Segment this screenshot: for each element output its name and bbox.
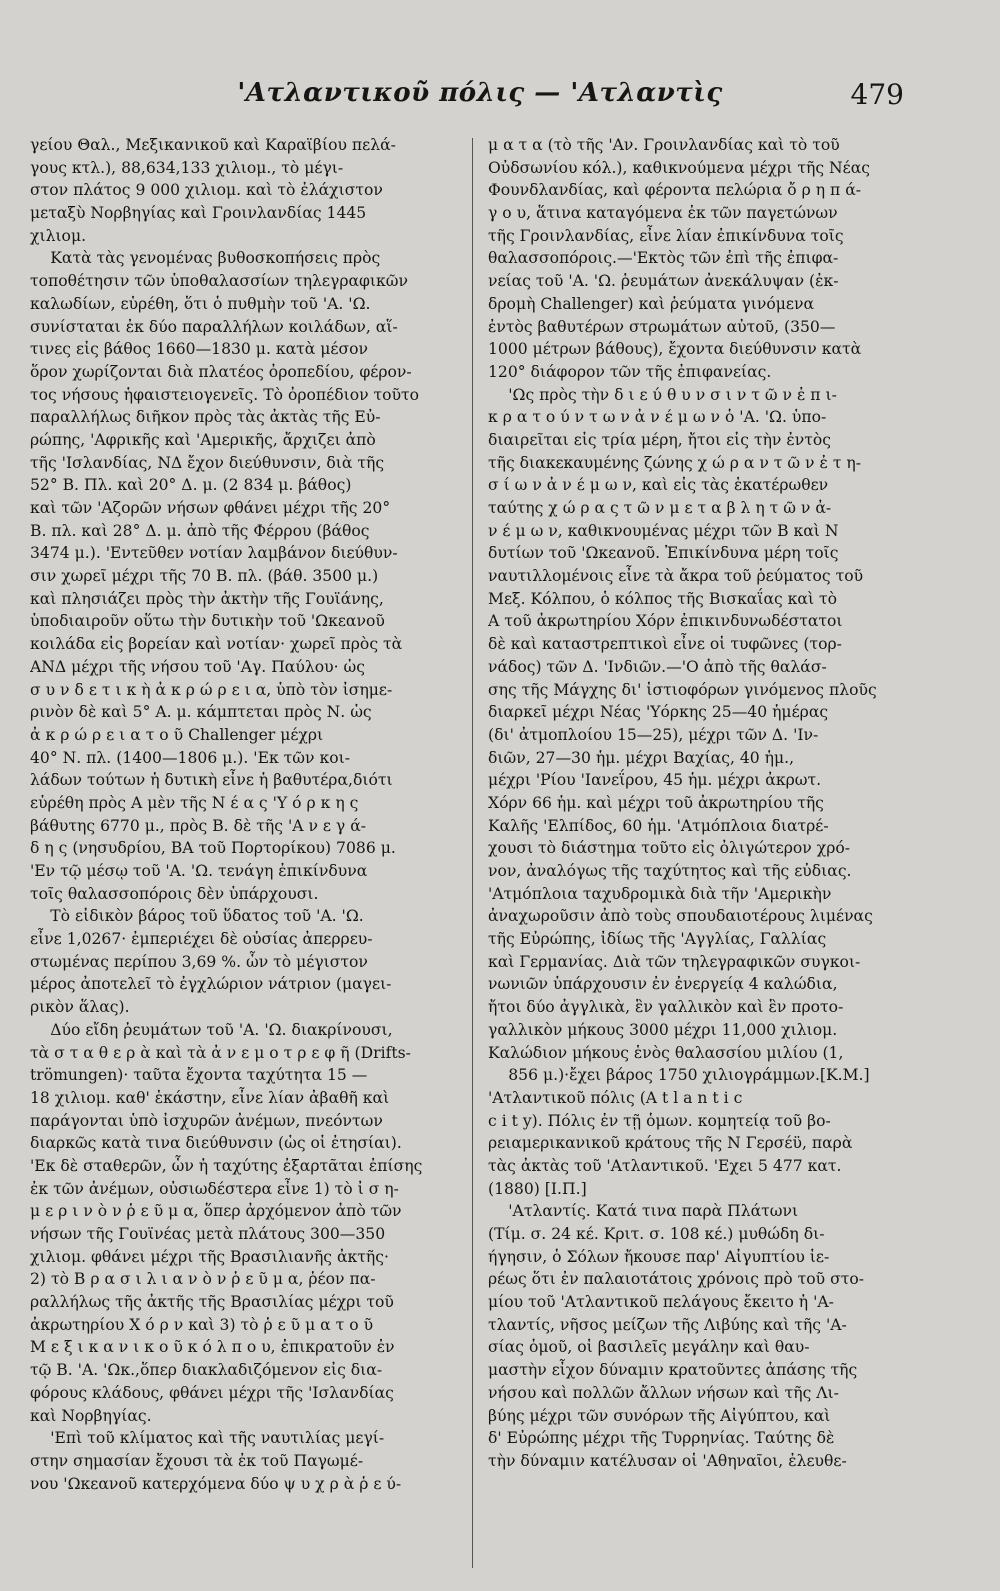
text-line: τῷ Β. 'Α. 'Ωκ.,ὅπερ διακλαδιζόμενον εἰς δια- [30, 1361, 383, 1380]
text-line: ταύτης χ ώ ρ α ς τ ῶ ν μ ε τ α β λ η τ ῶ ν ἀ- [488, 499, 832, 517]
text-line: καὶ Γερμανίας. Διὰ τῶν τηλεγραφικῶν συγκοι- [488, 952, 861, 971]
text-line: τὰ σ τ α θ ε ρ ὰ καὶ τὰ ἀ ν ε μ ο τ ρ ε φ ῆ (Drifts- [30, 1043, 411, 1062]
text-line: χιλιομ. φθάνει μέχρι τῆς Βρασιλιανῆς ἀκτῆς· [30, 1247, 389, 1266]
text-line: ὅρον χωρίζονται διὰ πλατέος ὀροπεδίου, φέρον- [30, 362, 412, 381]
text-line: 'Ατμόπλοια ταχυδρομικὰ διὰ τῆν 'Αμερικὴν [488, 884, 832, 903]
text-line: 52° Β. Πλ. καὶ 20° Δ. μ. (2 834 μ. βάθος) [30, 476, 352, 495]
text-line: νήσων τῆς Γουϊνέας μετὰ πλάτους 300—350 [30, 1225, 386, 1243]
text-line: ρειαμερικανικοῦ κράτους τῆς Ν Γερσέϋ, παρὰ [488, 1134, 853, 1153]
text-line: μέρος ἀποτελεῖ τὸ ἐγχλώριον νάτριον (μαγει- [30, 975, 392, 994]
text-line: τινες εἰς βάθος 1660—1830 μ. κατὰ μέσον [30, 340, 368, 359]
text-line: νήσου καὶ πολλῶν ἄλλων νήσων καὶ τῆς Λι- [488, 1383, 839, 1402]
text-line: Καλῆς 'Ελπίδος, 60 ἡμ. 'Ατμόπλοια διατρέ- [488, 816, 829, 835]
text-line: μίου τοῦ 'Ατλαντικοῦ πελάγους ἔκειτο ἡ 'Α- [488, 1293, 834, 1312]
text-line: Δύο εἴδη ῥευμάτων τοῦ 'Α. 'Ω. διακρίνουσι, [50, 1020, 393, 1039]
text-line: τὰς ἀκτὰς τοῦ 'Ατλαντικοῦ. 'Εχει 5 477 κατ. [488, 1156, 842, 1175]
text-line: μαστὴν εἶχον δύναμιν κρατοῦντες ἁπάσης τῆς [488, 1361, 858, 1380]
text-line: 'Εκ δὲ σταθερῶν, ὧν ἡ ταχύτης ἐξαρτᾶται ἐπίσης [30, 1156, 423, 1175]
text-line: νείας τοῦ 'Α. 'Ω. ῥευμάτων ἀνεκάλυψαν (ἐκ- [488, 272, 839, 291]
text-line: μέχρι 'Ρίου 'Ιανεΐρου, 45 ἡμ. μέχρι ἀκρωτ. [488, 771, 822, 790]
text-line: τος νήσους ἡφαιστειογενεῖς. Τὸ ὀροπέδιον τοῦτο [30, 385, 420, 404]
text-line: trömungen)· ταῦτα ἔχοντα ταχύτητα 15 — [30, 1066, 368, 1085]
text-line: Χόρν 66 ἡμ. καὶ μέχρι τοῦ ἀκρωτηρίου τῆς [488, 793, 824, 812]
text-line: νον, ἀναλόγως τῆς ταχύτητος καὶ τῆς εὐδιας. [488, 862, 852, 880]
text-line: τοῖς θαλασσοπόροις δὲν ὑπάρχουσι. [30, 884, 319, 903]
right-column [488, 134, 928, 1473]
text-line: νάδος) τῶν Δ. 'Ινδιῶν.—'Ο ἀπὸ τῆς θαλάσ- [488, 657, 827, 676]
text-line: τῆς 'Ισλανδίας, ΝΔ ἔχον διεύθυνσιν, διὰ τῆς [30, 453, 385, 472]
text-line: ΑΝΔ μέχρι τῆς νήσου τοῦ 'Αγ. Παύλου· ὡς [30, 657, 365, 676]
text-line: Κατὰ τὰς γενομένας βυθοσκοπήσεις πρὸς [50, 249, 381, 268]
text-line: Καλώδιον μήκους ἑνὸς θαλασσίου μιλίου (1, [488, 1043, 844, 1062]
text-line: 'Ατλαντίς. Κατά τινα παρὰ Πλάτωνι [508, 1202, 799, 1221]
text-line: 40° Ν. πλ. (1400—1806 μ.). 'Εκ τῶν κοι- [30, 748, 350, 767]
text-line: καὶ πλησιάζει πρὸς τὴν ἀκτὴν τῆς Γουϊάνης, [30, 589, 384, 608]
text-line: ν έ μ ω ν, καθικνουμένας μέχρι τῶν Β καὶ Ν [488, 521, 839, 540]
text-line: στην σημασίαν ἔχουσι τὰ ἐκ τοῦ Παγωμέ- [30, 1451, 364, 1470]
text-line: μ ε ρ ι ν ὸ ν ῥ ε ῦ μ α, ὅπερ ἀρχόμενον ἀπὸ τῶν [30, 1202, 402, 1221]
text-line: φόρους κλάδους, φθάνει μέχρι τῆς 'Ισλανδίας [30, 1383, 394, 1402]
text-line: τὴν δύναμιν κατέλυσαν οἱ 'Αθηναῖοι, ἐλευθε- [488, 1451, 847, 1470]
text-line: Α τοῦ ἀκρωτηρίου Χόρν ἐπικινδυνωδέστατοι [488, 612, 843, 631]
text-line: βύης μέχρι τῶν συνόρων τῆς Αἰγύπτου, καὶ [488, 1406, 831, 1425]
text-line: γείου Θαλ., Μεξικανικοῦ καὶ Καραϊβίου πελά- [30, 136, 396, 154]
text-line: Τὸ εἰδικὸν βάρος τοῦ ὕδατος τοῦ 'Α. 'Ω. [50, 907, 364, 926]
text-line: γους κτλ.), 88,634,133 χιλιομ., τὸ μέγι- [30, 158, 344, 177]
text-line: 18 χιλιομ. καθ' ἑκάστην, εἶνε λίαν ἀβαθῆ καὶ [30, 1088, 390, 1107]
text-line: (1880) [Ι.Π.] [488, 1179, 587, 1198]
text-line: σίας ὁμοῦ, οἱ βασιλεῖς μεγάλην καὶ θαυ- [488, 1338, 810, 1357]
text-line: παραλλήλως διῆκον πρὸς τὰς ἀκτὰς τῆς Εὐ- [30, 408, 381, 427]
text-line: ὑποδιαιροῦν οὕτω τὴν δυτικὴν τοῦ 'Ωκεανοῦ [30, 612, 385, 631]
text-line: 2) τὸ Β ρ α σ ι λ ι α ν ὸ ν ῥ ε ῦ μ α, ῥέον πα- [30, 1270, 376, 1289]
text-line: 'Εν τῷ μέσῳ τοῦ 'Α. 'Ω. τενάγη ἐπικίνδυνα [30, 862, 368, 880]
text-line: σ υ ν δ ε τ ι κ ὴ ἀ κ ρ ώ ρ ε ι α, ὑπὸ τὸν ἰσημε- [30, 680, 393, 699]
page-number: 479 [850, 78, 904, 111]
text-line: στον πλάτος 9 000 χιλιομ. καὶ τὸ ἐλάχιστον [30, 181, 383, 200]
text-line: c i t y). Πόλις ἐν τῇ ὁμων. κομητείᾳ τοῦ βο- [488, 1111, 831, 1130]
text-line: καὶ Νορβηγίας. [30, 1406, 152, 1425]
text-line: ρώπης, 'Αφρικῆς καὶ 'Αμερικῆς, ἄρχιζει ἀπὸ [30, 430, 376, 449]
text-line: δ η ς (νησυδρίου, ΒΑ τοῦ Πορτορίκου) 7086 μ. [30, 839, 396, 858]
text-line: (Τίμ. σ. 24 κέ. Κριτ. σ. 108 κέ.) μυθώδη δι- [488, 1225, 825, 1243]
text-line: λάδων τούτων ἡ δυτικὴ εἶνε ἡ βαθυτέρα,διότι [30, 771, 393, 790]
running-title: 'Ατλαντικοῦ πόλις — 'Ατλαντὶς [237, 78, 723, 108]
text-line: ἀ κ ρ ώ ρ ε ι α τ ο ῦ Challenger μέχρι [30, 725, 324, 744]
text-line: σ ί ω ν ἀ ν έ μ ω ν, καὶ εἰς τὰς ἑκατέρωθεν [488, 476, 829, 495]
text-line: καλωδίων, εὑρέθη, ὅτι ὁ πυθμὴν τοῦ 'Α. 'Ω. [30, 294, 371, 313]
text-line: τῆς Γροινλανδίας, εἶνε λίαν ἐπικίνδυνα τοῖς [488, 226, 844, 245]
text-line: τῆς Εὐρώπης, ἰδίως τῆς 'Αγγλίας, Γαλλίας [488, 930, 827, 949]
text-line: σιν χωρεῖ μέχρι τῆς 70 Β. πλ. (βάθ. 3500 μ.) [30, 567, 379, 586]
text-line: εὑρέθη πρὸς Α μὲν τῆς Ν έ α ς 'Υ ό ρ κ η ς [30, 793, 359, 812]
text-line: νου 'Ωκεανοῦ κατερχόμενα δύο ψ υ χ ρ ὰ ῥ ε ύ- [30, 1474, 402, 1493]
text-line: καὶ τῶν 'Αζορῶν νήσων φθάνει μέχρι τῆς 20° [30, 499, 391, 517]
text-line: κ ρ α τ ο ύ ν τ ω ν ἀ ν έ μ ω ν ὁ 'Α. 'Ω. ὑπο- [488, 408, 827, 427]
text-line: χουσι τὸ διάστημα τοῦτο εἰς ὀλιγώτερον χρό- [488, 839, 851, 858]
text-line: ἀκρωτηρίου Χ ό ρ ν καὶ 3) τὸ ῥ ε ῦ μ α τ ο ῦ [30, 1315, 374, 1334]
text-line: γ ο υ, ἅτινα καταγόμενα ἐκ τῶν παγετώνων [488, 204, 838, 223]
text-line: δὲ καὶ καταστρεπτικοὶ εἶνε οἱ τυφῶνες (τορ- [488, 635, 842, 654]
text-line: δ' Εὐρώπης μέχρι τῆς Τυρρηνίας. Ταύτης δὲ [488, 1429, 835, 1448]
text-line: κοιλάδα εἰς βορείαν καὶ νοτίαν· χωρεῖ πρὸς τὰ [30, 635, 403, 654]
text-line: στωμένας περίπου 3,69 %. ὧν τὸ μέγιστον [30, 952, 368, 971]
text-line: ρικὸν ἅλας). [30, 998, 130, 1017]
text-line: τοποθέτησιν τῶν ὑποθαλασσίων τηλεγραφικῶν [30, 272, 408, 291]
text-line: τῆς διακεκαυμένης ζώνης χ ώ ρ α ν τ ῶ ν ἐ τ η- [488, 453, 862, 472]
text-line: Οὐδσωνίου κόλ.), καθικνούμενα μέχρι τῆς Νέας [488, 158, 871, 177]
text-line: διαιρεῖται εἰς τρία μέρη, ἤτοι εἰς τὴν ἐντὸς [488, 430, 831, 449]
text-line: χιλιομ. [30, 226, 87, 245]
text-line: Μ ε ξ ι κ α ν ι κ ο ῦ κ ό λ π ο υ, ἐπικρατοῦν ἐν [30, 1338, 395, 1357]
text-line: Β. πλ. καὶ 28° Δ. μ. ἀπὸ τῆς Φέρρου (βάθος [30, 521, 370, 540]
text-line: 'Ως πρὸς τὴν δ ι ε ύ θ υ ν σ ι ν τ ῶ ν ἐ π ι- [508, 385, 837, 404]
text-line: συνίσταται ἐκ δύο παραλλήλων κοιλάδων, αἵ- [30, 317, 398, 336]
text-line: 'Ατλαντικοῦ πόλις (A t l a n t i c [488, 1088, 743, 1107]
text-line: ἐντὸς βαθυτέρων στρωμάτων αὐτοῦ, (350— [488, 317, 836, 336]
text-line: διαρκεῖ μέχρι Νέας 'Υόρκης 25—40 ἡμέρας [488, 703, 829, 722]
text-line: σης τῆς Μάγχης δι' ἱστιοφόρων γινόμενος πλοῦς [488, 680, 877, 699]
text-line: θαλασσοπόροις.—'Εκτὸς τῶν ἐπὶ τῆς ἐπιφα- [488, 249, 839, 268]
text-line: ἐκ τῶν ἀνέμων, οὐσιωδέστερα εἶνε 1) τὸ ἰ σ η- [30, 1179, 399, 1198]
text-line: 856 μ.)·ἔχει βάρος 1750 χιλιογράμμων.[Κ.Μ.] [508, 1066, 870, 1085]
text-line: μεταξὺ Νορβηγίας καὶ Γροινλανδίας 1445 [30, 204, 367, 223]
text-line: τλαντίς, νῆσος μείζων τῆς Λιβύης καὶ τῆς 'Α- [488, 1315, 847, 1334]
text-line: ήγησιν, ὁ Σόλων ἤκουσε παρ' Αἰγυπτίου ἱε- [488, 1247, 830, 1266]
text-line: ναυτιλλομένοις εἶνε τὰ ἄκρα τοῦ ῥεύματος τοῦ [488, 567, 864, 586]
text-line: βάθυτης 6770 μ., πρὸς Β. δὲ τῆς 'Α ν ε γ ά- [30, 816, 367, 835]
text-line: ρέως ὅτι ἐν παλαιοτάτοις χρόνοις πρὸ τοῦ στο- [488, 1270, 865, 1289]
page-header [56, 78, 904, 118]
text-line: 120° διάφορον τῶν τῆς ἐπιφανείας. [488, 362, 772, 381]
text-line: Μεξ. Κόλπου, ὁ κόλπος τῆς Βισκαΐας καὶ τὸ [488, 589, 838, 608]
column-divider [472, 138, 473, 1568]
text-line: δυτίων τοῦ 'Ωκεανοῦ. Ἐπικίνδυνα μέρη τοῖς [488, 544, 839, 563]
text-line: 3474 μ.). 'Εντεῦθεν νοτίαν λαμβάνον διεύθυν- [30, 544, 398, 563]
left-column [30, 134, 470, 1495]
text-line: μ α τ α (τὸ τῆς 'Αν. Γροινλανδίας καὶ τὸ τοῦ [488, 136, 840, 154]
text-line: διαρκῶς κατὰ τινα διεύθυνσιν (ὡς οἱ ἐτησίαι). [30, 1134, 402, 1153]
text-line: ἀναχωροῦσιν ἀπὸ τοὺς σπουδαιοτέρους λιμένας [488, 907, 873, 926]
text-line: (δι' ἀτμοπλοίου 15—25), μέχρι τῶν Δ. 'Ιν- [488, 725, 819, 744]
text-line: δρομὴ Challenger) καὶ ῥεύματα γινόμενα [488, 294, 814, 313]
text-line: εἶνε 1,0267· ἐμπεριέχει δὲ οὐσίας ἀπερρευ- [30, 930, 373, 949]
text-line: ρινὸν δὲ καὶ 5° Α. μ. κάμπτεται πρὸς Ν. ὡς [30, 703, 372, 722]
text-line: 1000 μέτρων βάθους), ἔχοντα διεύθυνσιν κατὰ [488, 340, 862, 359]
text-line: Φουνδλανδίας, καὶ φέροντα πελώρια ὄ ρ η π ά- [488, 181, 862, 200]
text-line: ἤτοι δύο ἀγγλικὰ, ἓν γαλλικὸν καὶ ἓν προτο- [488, 998, 844, 1017]
text-line: 'Επὶ τοῦ κλίματος καὶ τῆς ναυτιλίας μεγί- [50, 1429, 385, 1448]
text-line: διῶν, 27—30 ἡμ. μέχρι Βαχίας, 40 ἡμ., [488, 748, 795, 767]
text-line: γαλλικὸν μήκους 3000 μέχρι 11,000 χιλιομ. [488, 1020, 838, 1039]
text-line: νωνιῶν ὑπάρχουσιν ἐν ἐνεργείᾳ 4 καλώδια, [488, 975, 838, 994]
text-line: παράγονται ὑπὸ ἰσχυρῶν ἀνέμων, πνεόντων [30, 1111, 383, 1130]
text-line: ραλλήλως τῆς ἀκτῆς τῆς Βρασιλίας μέχρι τοῦ [30, 1293, 394, 1312]
